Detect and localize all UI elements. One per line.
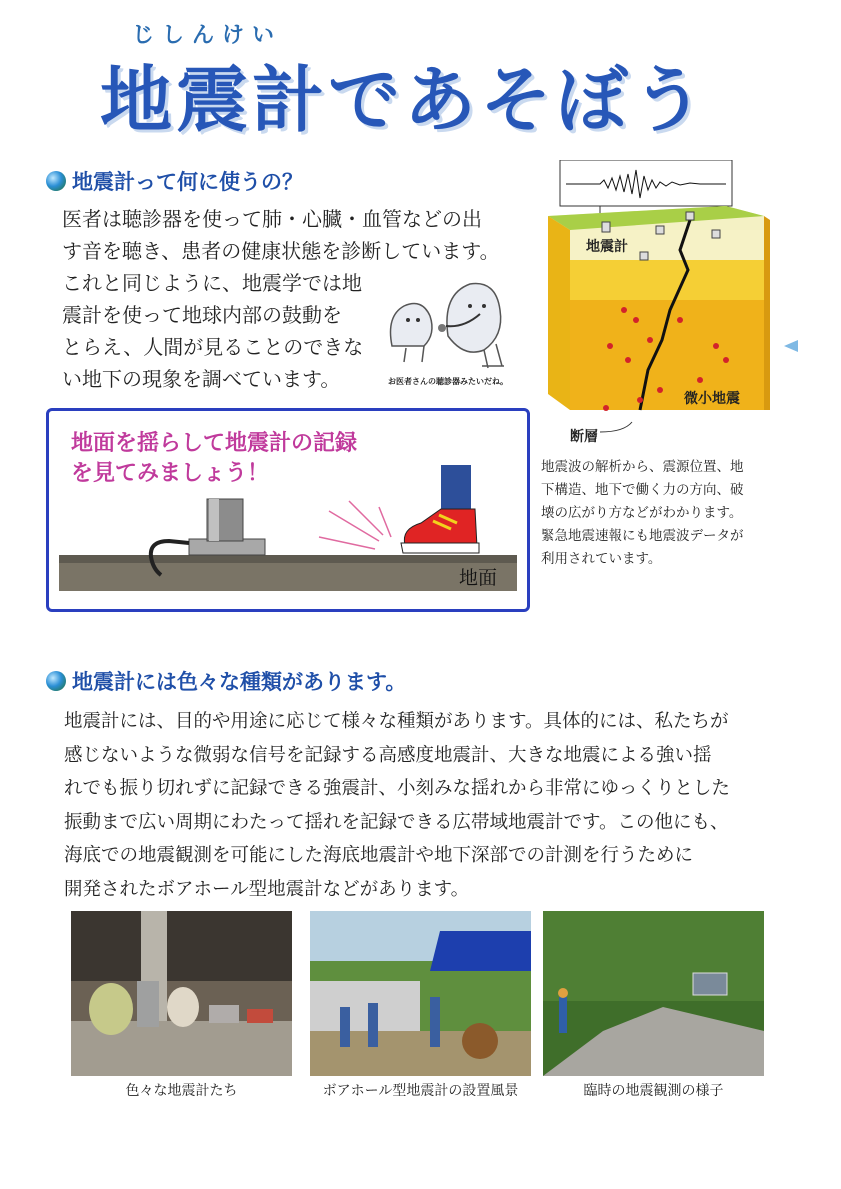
diagram-description-line: 緊急地震速報にも地震波データが <box>541 528 744 544</box>
section1-line: 震計を使って地球内部の鼓動を <box>62 303 342 327</box>
section2-body <box>64 705 794 906</box>
diagram-description-line: 地震波の解析から、震源位置、地 <box>541 459 744 475</box>
section2-line: 振動まで広い周期にわたって揺れを記録できる広帯域地震計です。この他にも、 <box>64 811 729 833</box>
diagram-description <box>541 456 793 571</box>
section1-line: い地下の現象を調べています。 <box>62 367 341 391</box>
section1-heading-text: 地震計って何に使うの？ <box>72 170 303 194</box>
photo-caption: 臨時の地震観測の様子 <box>583 1083 724 1099</box>
section2-heading <box>46 666 406 696</box>
section1-line: す音を聴き、患者の健康状態を診断しています。 <box>62 239 500 263</box>
section2-line: 地震計には、目的や用途に応じて様々な種類があります。具体的には、私たちが <box>64 711 729 732</box>
page-title: 地震計であそぼう <box>100 58 709 142</box>
photo-caption: ボアホール型地震計の設置風景 <box>322 1083 519 1099</box>
micro-quake-label: 微小地震 <box>684 391 740 407</box>
globe-bullet-icon <box>46 171 66 191</box>
diagram-description-line: 利用されています。 <box>541 551 662 567</box>
photo-borehole-installation <box>310 911 531 1076</box>
photo-caption: 色々な地震計たち <box>125 1083 238 1099</box>
section1-line: 医者は聴診器を使って肺・心臓・血管などの出 <box>62 207 482 231</box>
section2-line: 開発されたボアホール型地震計などがあります。 <box>64 878 470 900</box>
section2-line: 感じないような微弱な信号を記録する高感度地震計、大きな地震による強い揺 <box>64 744 712 766</box>
section2-heading-text: 地震計には色々な種類があります。 <box>72 670 407 694</box>
section2-line: 海底での地震観測を可能にした海底地震計や地下深部での計測を行うために <box>64 845 694 866</box>
stomp-illustration <box>49 411 527 609</box>
section1-heading <box>46 166 303 196</box>
photo-temporary-observation <box>543 911 764 1076</box>
doctor-illustration <box>384 276 516 376</box>
ground-label: 地面 <box>459 567 498 589</box>
illustration-caption: お医者さんの聴診器みたいだね。 <box>388 377 508 386</box>
globe-bullet-icon <box>46 671 66 691</box>
callout-title-line: を見てみましょう！ <box>71 461 270 486</box>
fault-diagram <box>540 160 802 450</box>
section2-line: れでも振り切れずに記録できる強震計、小刻みな揺れから非常にゆっくりとした <box>64 778 730 799</box>
diagram-description-line: 壊の広がり方などがわかります。 <box>541 505 743 521</box>
title-ruby: じしんけい <box>132 23 283 48</box>
callout-title-line: 地面を揺らして地震計の記録 <box>71 431 358 456</box>
section1-line: これと同じように、地震学では地 <box>62 271 362 295</box>
photo-seismometers <box>71 911 292 1076</box>
activity-callout <box>46 408 530 612</box>
seismometer-label: 地震計 <box>586 239 628 255</box>
section1-line: とらえ、人間が見ることのできな <box>62 335 364 359</box>
fault-label: 断層 <box>570 429 598 445</box>
diagram-description-line: 下構造、地下で働く力の方向、破 <box>541 482 744 498</box>
